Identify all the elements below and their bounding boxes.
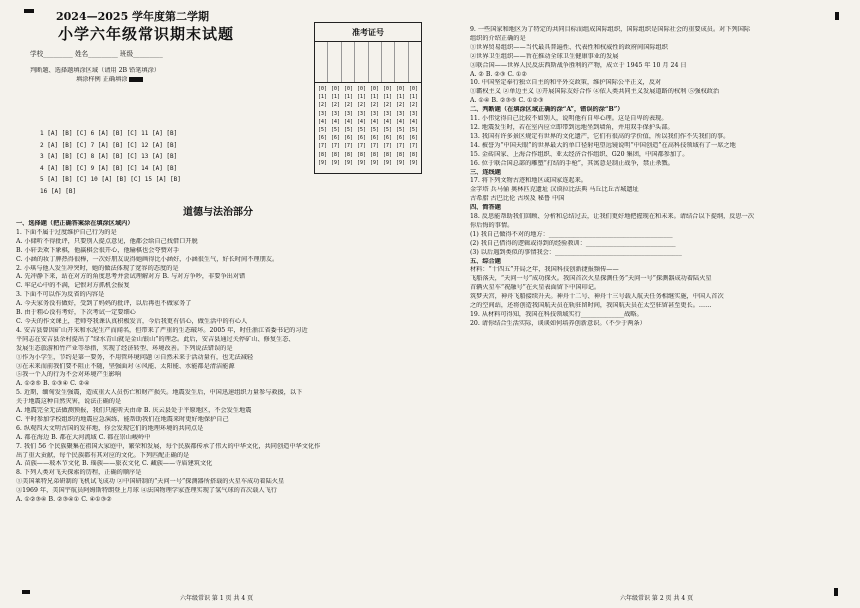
- ticket-digit-bubble[interactable]: [7]: [395, 143, 406, 150]
- question-line: A. 都在海边 B. 都在大河流域 C. 都在崇山峻岭中: [16, 433, 151, 441]
- question-line: ③联合国——世界人民反法西斯战争胜利的产物，成立于 1945 年 10 月 24 日: [470, 61, 687, 69]
- question-line: 关于地震这种自然灾害，说法正确的是: [16, 398, 122, 406]
- ticket-digit-bubble[interactable]: [4]: [356, 118, 367, 125]
- ticket-digit-bubble[interactable]: [8]: [343, 151, 354, 158]
- question-line: 首辆火星车“祝融号”在火星表面留下中国印记。: [470, 284, 601, 292]
- ticket-digit-bubble[interactable]: [9]: [330, 159, 341, 166]
- ticket-digit-bubble[interactable]: [0]: [330, 86, 341, 92]
- ticket-digit-bubble[interactable]: [1]: [317, 94, 328, 101]
- question-line: 四、简答题: [470, 204, 501, 212]
- question-line: ①作为小学生，节约是第一要务，不用管环境问题 ②自然未来于活动量有，也无法减轻: [16, 353, 254, 361]
- ticket-digit-bubble[interactable]: [3]: [395, 110, 406, 117]
- answer-bubble-grid[interactable]: [40, 128, 300, 197]
- question-line: ②世界卫生组织——旨在推动全球卫生健康事业的发展: [470, 52, 619, 60]
- questions-left: [16, 220, 420, 505]
- question-line: C. 牢记心中的不满，记恨对方抓机会报复: [16, 282, 130, 290]
- question-line: 4. 安吉县曾因矿山开采和水泥生产而闻名，但带来了严重的生态破坏。2005 年，时任浙江省委书记的习近: [16, 326, 308, 334]
- ticket-digit-bubble[interactable]: [6]: [382, 135, 393, 142]
- fill-instructions: 判断题、选择题填涂区域（请用 2B 铅笔填涂）: [30, 66, 160, 74]
- question-line: 6. 纵观四大文明古国的发祥地，你会发现它们的地理环境的共同点是: [16, 424, 204, 432]
- section-title: 道德与法治部分: [183, 207, 253, 218]
- question-line: 筑梦天宫，神舟飞船接续升天。神舟十二号、神舟十三号载人航天任务相继实施，中国人首次: [470, 293, 724, 301]
- question-line: ①世界贸易组织——当代最具普遍性、代表性和权威性的政府间国际组织: [470, 43, 668, 51]
- answer-row[interactable]: 5 [A] [B] [C] 10 [A] [B] [C] 15 [A] [B]: [40, 176, 181, 183]
- ticket-digit-bubble[interactable]: [8]: [369, 151, 380, 158]
- filled-sample-mark: [129, 77, 143, 82]
- ticket-digit-bubble[interactable]: [1]: [343, 94, 354, 101]
- ticket-digit-column[interactable]: [381, 85, 394, 167]
- question-line: C. 今天的作文课上，老师夸我课认真积极发言，今后我更有信心，做生活中的有心人: [16, 317, 248, 325]
- question-line: A. ② B. ②③ C. ①②: [470, 70, 527, 78]
- question-line: A. 苗族——玻木节文化 B. 瑶族——旅衣文化 C. 藏族——寺庙建筑文化: [16, 460, 213, 468]
- question-line: 5. 近期，缅甸发生强震，造成重大人员伤亡和财产损失。地震发生后，中国迅速组织力量参与救援，以下: [16, 389, 303, 397]
- question-line: 之的空间站，还将创造我国航天员在轨驻留时间，我国航天员在太空驻留甚至更长。……: [470, 302, 712, 310]
- ticket-digit-bubble[interactable]: [7]: [356, 143, 367, 150]
- ticket-digit-bubble[interactable]: [0]: [317, 86, 328, 92]
- question-line: 五、综合题: [470, 257, 501, 265]
- question-line: (3) 以后遇到类似的事情我会：_________________________________________: [470, 248, 682, 256]
- ticket-digit-column[interactable]: [342, 85, 355, 167]
- ticket-digit-bubble[interactable]: [4]: [317, 118, 328, 125]
- question-line: A. 先冲静下来，站在对方的角度思考并尝试理解对方 B. 与对方争吵，非要争出对错: [16, 273, 246, 281]
- ticket-digit-bubble[interactable]: [2]: [343, 102, 354, 109]
- question-line: 17. 将下列文物古迹和地区或国家连起来。: [470, 177, 587, 185]
- ticket-digit-bubble[interactable]: [7]: [317, 143, 328, 150]
- ticket-digit-bubble[interactable]: [3]: [356, 110, 367, 117]
- ticket-digit-grid[interactable]: [315, 83, 421, 169]
- question-line: 12. 地震发生时，若在室内应立即带到远地坐到墙角，并用双手保护头部。: [470, 123, 674, 131]
- question-line: 16. 位于联合国总部的雕塑“打结的手枪”，其寓意是制止战争，禁止杀戮。: [470, 159, 674, 167]
- ticket-digit-bubble[interactable]: [7]: [330, 143, 341, 150]
- question-line: 飞船落天，“天问一号”成功探火。我国首次火星探测任务“天问一号”探测器成功着陆火星: [470, 275, 712, 283]
- question-line: 9. 一些国家和地区为了特定的共同目标而组成国际组织，国际组织是国际社会的重要成员。对下列国际: [470, 26, 751, 33]
- ticket-digit-bubble[interactable]: [5]: [369, 127, 380, 134]
- ticket-digit-bubble[interactable]: [4]: [408, 118, 419, 125]
- ticket-digit-column[interactable]: [368, 85, 381, 167]
- question-line: 发展生态旅游和竹产业等举措，实现了经济转型、环境改善。下列说法错误的是: [16, 344, 233, 352]
- ticket-digit-bubble[interactable]: [0]: [382, 86, 393, 92]
- question-line: 三、连线题: [470, 168, 501, 176]
- ticket-digit-bubble[interactable]: [0]: [395, 86, 406, 92]
- ticket-digit-bubble[interactable]: [6]: [343, 135, 354, 142]
- ticket-digit-bubble[interactable]: [9]: [395, 159, 406, 166]
- question-line: 13. 我国有许多景区规定有世界的文化遗产，它们有很高的学价值，所以我们作不失我们的事。: [470, 132, 730, 140]
- question-line: ③在未来而前我们要不阻止不随，坚强面对 ④风能、太阳能、水能都是清洁能源: [16, 362, 235, 370]
- answer-row[interactable]: 4 [A] [B] [C] 9 [A] [B] [C] 14 [A] [B]: [40, 164, 178, 172]
- student-info-fields[interactable]: 学校_________ 姓名_________ 班级_________: [30, 50, 163, 58]
- ticket-digit-bubble[interactable]: [6]: [408, 135, 419, 142]
- ticket-digit-bubble[interactable]: [5]: [408, 127, 419, 134]
- question-line: ③1969 年，美国宇航员阿姆斯特朗登上月球 ④法国物理学家查理实现了氢气球的首次载人飞行: [16, 487, 277, 495]
- ticket-digit-bubble[interactable]: [1]: [356, 94, 367, 101]
- question-line: 20. 请你结合生活实际，谈谈如何培养创新意识。（不少于两条）: [470, 319, 646, 327]
- ticket-digit-bubble[interactable]: [8]: [382, 151, 393, 158]
- ticket-digit-column[interactable]: [329, 85, 342, 167]
- ticket-digit-column[interactable]: [355, 85, 368, 167]
- ticket-number-title: 准考证号: [315, 23, 421, 42]
- ticket-digit-bubble[interactable]: [1]: [382, 94, 393, 101]
- page-footer-left: 六年级常识 第 1 页 共 4 页: [180, 595, 254, 602]
- question-line: 二、判断题（在填涂区域正确的涂“A”，错误的涂“B”）: [470, 106, 624, 114]
- section-wrapper: [16, 206, 420, 505]
- ticket-digit-bubble[interactable]: [0]: [356, 86, 367, 92]
- question-line: (2) 我自己借得的逻辑或得到的经验教训：_____________________________: [470, 239, 676, 247]
- ticket-digit-column[interactable]: [394, 85, 407, 167]
- question-line: 2. 小琪与他人发生冲突时，她的做法体现了宽容的态度的是: [16, 264, 179, 272]
- question-line: A. 小储听不得批评，只要别人提点意见，他都会给自己找借口开脱: [16, 237, 198, 245]
- ticket-digit-bubble[interactable]: [4]: [369, 118, 380, 125]
- ticket-digit-bubble[interactable]: [0]: [408, 86, 419, 92]
- question-line: ①美国莱特兄弟研制的飞机试飞成功 ②中国研制的“天问一号”探测器所搭载的火星车成功着陆火星: [16, 478, 285, 486]
- question-line: 你后悔的事情。: [470, 221, 514, 229]
- answer-row[interactable]: 3 [A] [B] [C] 8 [A] [B] [C] 13 [A] [B]: [40, 153, 178, 160]
- page-footer-right: 六年级常识 第 2 页 共 4 页: [620, 595, 694, 602]
- question-line: 一、选择题（把正确答案涂在填涂区域内）: [16, 220, 134, 227]
- ticket-digit-bubble[interactable]: [7]: [382, 143, 393, 150]
- question-line: B. 小轩丢欢下象棋，他赢棋会很开心，他输棋也会夸赞对手: [16, 246, 180, 254]
- ticket-digit-bubble[interactable]: [7]: [343, 143, 354, 150]
- ticket-number-box[interactable]: [314, 22, 422, 174]
- question-line: 古希腊 古巴比伦 古埃及 秘鲁 中国: [470, 195, 565, 203]
- ticket-digit-bubble[interactable]: [6]: [395, 135, 406, 142]
- question-line: 15. 金砖国家、上海合作组织、亚太经济合作组织、G20 集团，中国都参加了。: [470, 150, 689, 158]
- ticket-digit-bubble[interactable]: [7]: [408, 143, 419, 150]
- fill-sample: 填涂样例 正确填涂: [76, 76, 420, 85]
- ticket-digit-bubble[interactable]: [2]: [330, 102, 341, 109]
- question-line: C. 小涵的妆丁脾热得很棒，一次好朋友说得她画得比小涵好，小涵很生气，好长时间不理朋友。: [16, 255, 279, 263]
- question-line: 3. 下面不可以作为反省的内容是: [16, 291, 105, 299]
- ticket-digit-bubble[interactable]: [5]: [317, 127, 328, 134]
- ticket-digit-bubble[interactable]: [3]: [382, 110, 393, 117]
- question-line: A. 今天家务没有做好，受到了妈妈的批评，以后再也不做家务了: [16, 300, 192, 308]
- question-line: B. 由于粗心没有考好，下次考试一定要细心: [16, 309, 136, 317]
- ticket-digit-bubble[interactable]: [1]: [395, 94, 406, 101]
- ticket-digit-bubble[interactable]: [5]: [382, 127, 393, 134]
- ticket-digit-bubble[interactable]: [4]: [395, 118, 406, 125]
- question-line: ⑤我一个人的行为不会对环境产生影响: [16, 371, 122, 379]
- question-line: A. 地震完全无法做测预报，我们只能听天由命 B. 庆云县处于平原地区，不会发生地震: [16, 407, 252, 415]
- question-line: A. ①②⑤ B. ①③④ C. ②④: [16, 380, 90, 388]
- ticket-digit-bubble[interactable]: [6]: [369, 135, 380, 142]
- ticket-digit-column[interactable]: [407, 85, 420, 167]
- question-line: A. ①④ B. ②③⑤ C. ①②③: [470, 97, 544, 105]
- ticket-digit-bubble[interactable]: [0]: [343, 86, 354, 92]
- ticket-digit-bubble[interactable]: [8]: [317, 151, 328, 158]
- ticket-digit-bubble[interactable]: [9]: [382, 159, 393, 166]
- answer-row[interactable]: 1 [A] [B] [C] 6 [A] [B] [C] 11 [A] [B]: [40, 130, 178, 137]
- ticket-digit-bubble[interactable]: [9]: [343, 159, 354, 166]
- ticket-digit-bubble[interactable]: [9]: [369, 159, 380, 166]
- ticket-digit-bubble[interactable]: [5]: [343, 127, 354, 134]
- answer-row[interactable]: 2 [A] [B] [C] 7 [A] [B] [C] 12 [A] [B]: [40, 141, 178, 149]
- question-line: 14. 被誉为“中国天眼”的世界最大的单口径射电望远镜说明“中国创造”在高科技领域有了一席之地: [470, 141, 736, 149]
- ticket-digit-bubble[interactable]: [1]: [408, 94, 419, 101]
- ticket-digit-bubble[interactable]: [7]: [369, 143, 380, 150]
- question-line: 出了重大贡献，每个民族都有其对应的文化。下列匹配正确的是: [16, 451, 190, 459]
- question-line: 金字塔 兵马俑 奥林匹克遗址 汉谟拉比法典 马丘比丘古城遗址: [470, 186, 639, 194]
- ticket-digit-bubble[interactable]: [2]: [408, 102, 419, 109]
- ticket-digit-bubble[interactable]: [6]: [330, 135, 341, 142]
- page-right: [430, 0, 860, 608]
- question-line: 11. 小伟觉得自己比较不如别人，说明他有自卑心理。这是自卑的表现。: [470, 115, 668, 123]
- ticket-digit-bubble[interactable]: [8]: [330, 151, 341, 158]
- question-line: (1) 我自己做得不对的地方：________________________________________: [470, 230, 673, 238]
- exam-year: 2024—2025 学年度第二学期: [56, 10, 210, 23]
- ticket-digit-bubble[interactable]: [4]: [382, 118, 393, 125]
- ticket-digit-bubble[interactable]: [9]: [356, 159, 367, 166]
- question-line: 18. 反思能帮助我们回顾、分析和总结过去，让我们更好地把握现在和未来。请结合以下提纲，反思一次: [470, 213, 755, 221]
- question-line: 10. 中国坚定奉行独立自主的和平外交政策，维护国际公平正义，反对: [470, 79, 662, 87]
- ticket-digit-bubble[interactable]: [9]: [317, 159, 328, 166]
- ticket-digit-bubble[interactable]: [2]: [382, 102, 393, 109]
- ticket-digit-bubble[interactable]: [5]: [330, 127, 341, 134]
- ticket-digit-bubble[interactable]: [3]: [408, 110, 419, 117]
- ticket-digit-bubble[interactable]: [0]: [369, 86, 380, 92]
- ticket-digit-bubble[interactable]: [6]: [317, 135, 328, 142]
- ticket-digit-bubble[interactable]: [2]: [395, 102, 406, 109]
- question-line: 8. 下列人类对飞天探索的历程，正确的顺序是: [16, 469, 142, 477]
- ticket-digit-bubble[interactable]: [8]: [356, 151, 367, 158]
- question-line: 7. 我们 56 个民族聚集在祖国大家庭中，繁荣和发展，每个民族都传承了伟大的中华文化，共同创造中华文化作: [16, 442, 321, 450]
- ticket-digit-bubble[interactable]: [3]: [343, 110, 354, 117]
- ticket-digit-bubble[interactable]: [8]: [408, 151, 419, 158]
- ticket-digit-bubble[interactable]: [5]: [395, 127, 406, 134]
- ticket-digit-bubble[interactable]: [8]: [395, 151, 406, 158]
- ticket-digit-bubble[interactable]: [3]: [317, 110, 328, 117]
- question-line: 1. 下面不属于过度维护自己行为的是: [16, 228, 117, 236]
- ticket-digit-bubble[interactable]: [3]: [369, 110, 380, 117]
- ticket-digit-bubble[interactable]: [2]: [317, 102, 328, 109]
- ticket-digit-bubble[interactable]: [1]: [369, 94, 380, 101]
- ticket-digit-bubble[interactable]: [1]: [330, 94, 341, 101]
- question-line: 19. 从材料可得知，我国在科技领域实行______________战略。: [470, 311, 643, 318]
- ticket-digit-bubble[interactable]: [4]: [330, 118, 341, 125]
- ticket-digit-bubble[interactable]: [6]: [356, 135, 367, 142]
- ticket-number-write-area[interactable]: [315, 42, 421, 83]
- ticket-digit-bubble[interactable]: [2]: [369, 102, 380, 109]
- question-line: A. ①②③④ B. ②③④① C. ④①③②: [16, 496, 112, 504]
- ticket-digit-bubble[interactable]: [5]: [356, 127, 367, 134]
- ticket-digit-bubble[interactable]: [9]: [408, 159, 419, 166]
- question-line: ①霸权主义 ②单边主义 ③开展国际友好合作 ④依人类共同主义发展道路的权利 ⑤强权政治: [470, 88, 720, 96]
- questions-right: [470, 26, 846, 329]
- question-line: 平同志在安吉县余村提出了“绿水青山就是金山银山”的理念。此后，安吉县通过关停矿山、修复生态、: [16, 335, 295, 343]
- question-line: C. 平时参加学校组织的地震应急演练，能帮助我们在地震来时更好地保护自己: [16, 415, 229, 423]
- exam-title: 小学六年级常识期末试题: [58, 25, 235, 43]
- ticket-digit-bubble[interactable]: [3]: [330, 110, 341, 117]
- ticket-digit-bubble[interactable]: [2]: [356, 102, 367, 109]
- question-line: 材料：“十四五”开局之年，我国科技创新捷报频传——: [470, 266, 619, 274]
- ticket-digit-bubble[interactable]: [4]: [343, 118, 354, 125]
- ticket-digit-column[interactable]: [316, 85, 329, 167]
- answer-row[interactable]: 16 [A] [B]: [40, 187, 77, 195]
- question-line: 组织的介绍正确的是: [470, 34, 526, 42]
